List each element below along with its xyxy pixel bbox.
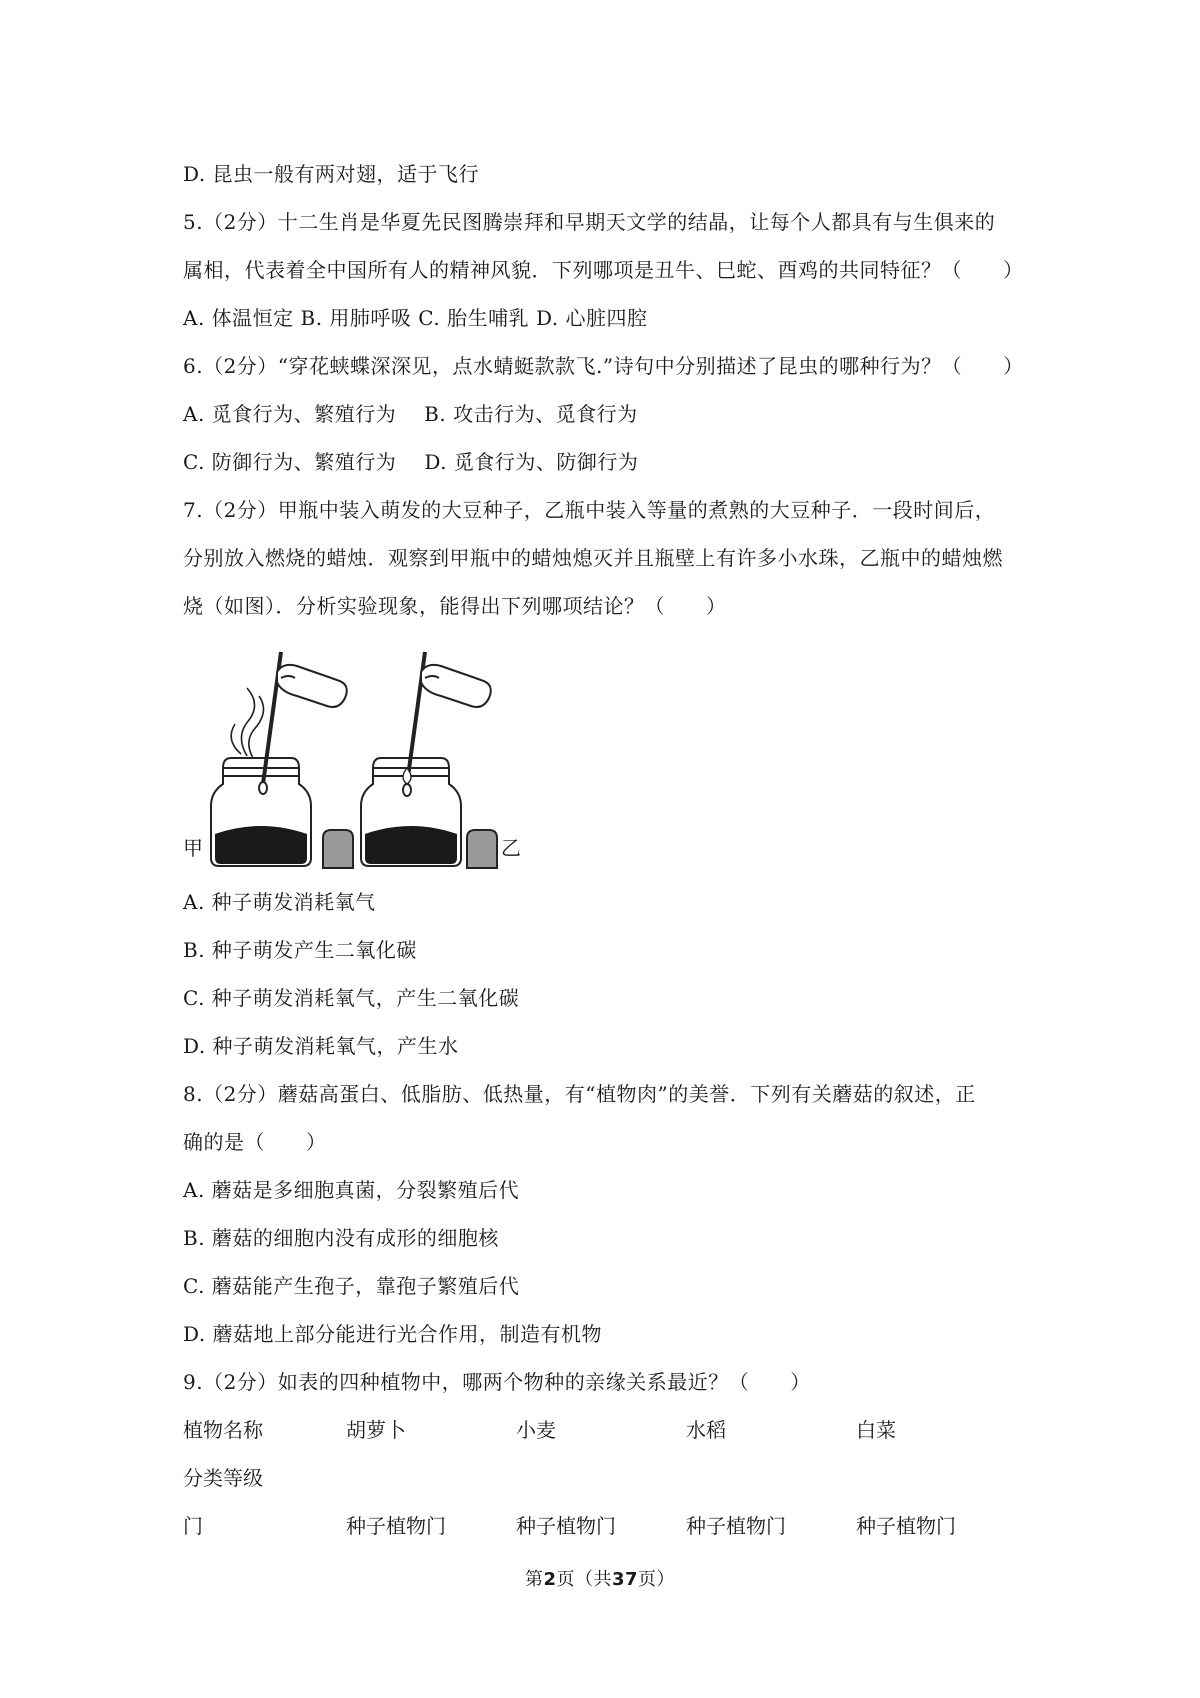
table-cell: 门 <box>183 1514 203 1538</box>
table-cell: 种子植物门 <box>686 1514 786 1538</box>
q8-stem-line1: 8.（2分）蘑菇高蛋白、低脂肪、低热量，有“植物肉”的美誉．下列有关蘑菇的叙述，正 <box>183 1082 976 1106</box>
q5-stem-line1: 5.（2分）十二生肖是华夏先民图腾崇拜和早期天文学的结晶，让每个人都具有与生俱来的 <box>183 210 996 234</box>
table-cell: 种子植物门 <box>856 1514 956 1538</box>
q8-stem-line2: 确的是（ ） <box>183 1130 327 1154</box>
q7-option-b: B. 种子萌发产生二氧化碳 <box>183 938 417 962</box>
table-cell: 白菜 <box>856 1418 896 1442</box>
q8-option-b: B. 蘑菇的细胞内没有成形的细胞核 <box>183 1226 499 1250</box>
table-cell: 种子植物门 <box>516 1514 616 1538</box>
q8-option-c: C. 蘑菇能产生孢子，靠孢子繁殖后代 <box>183 1274 520 1298</box>
table-cell: 小麦 <box>516 1418 556 1442</box>
plant-table-phylum-row <box>183 1502 1028 1550</box>
q6-stem: 6.（2分）“穿花蛱蝶深深见，点水蜻蜓款款飞.”诗句中分别描述了昆虫的哪种行为？（ ） <box>183 354 1024 378</box>
q6-option-a: A. 觅食行为、繁殖行为 <box>183 402 397 426</box>
q4-option-d: D. 昆虫一般有两对翅，适于飞行 <box>183 162 480 186</box>
q5-options: A. 体温恒定 B. 用肺呼吸 C. 胎生哺乳 D. 心脏四腔 <box>183 306 648 330</box>
q6-options-row2 <box>183 438 1028 486</box>
q7-option-d: D. 种子萌发消耗氧气，产生水 <box>183 1034 459 1058</box>
table-cell: 胡萝卜 <box>346 1418 406 1442</box>
page-content <box>183 150 1028 1550</box>
q6-options-row1 <box>183 390 1028 438</box>
q7-stem-line1: 7.（2分）甲瓶中装入萌发的大豆种子，乙瓶中装入等量的煮熟的大豆种子．一段时间后， <box>183 498 996 522</box>
footer-suffix: 页） <box>638 1569 676 1590</box>
experiment-figure <box>183 636 521 878</box>
q9-stem: 9.（2分）如表的四种植物中，哪两个物种的亲缘关系最近？（ ） <box>183 1370 811 1394</box>
q8-option-d: D. 蘑菇地上部分能进行光合作用，制造有机物 <box>183 1322 603 1346</box>
q8-option-a: A. 蘑菇是多细胞真菌，分裂繁殖后代 <box>183 1178 520 1202</box>
table-cell: 分类等级 <box>183 1466 263 1490</box>
q7-stem-line2: 分别放入燃烧的蜡烛．观察到甲瓶中的蜡烛熄灭并且瓶壁上有许多小水珠，乙瓶中的蜡烛燃 <box>183 546 1003 570</box>
footer-total-pages: 37 <box>611 1569 639 1590</box>
table-cell: 植物名称 <box>183 1418 263 1442</box>
q6-option-b: B. 攻击行为、觅食行为 <box>424 402 638 426</box>
footer-page-number: 2 <box>543 1569 557 1590</box>
q5-stem-line2: 属相，代表着全中国所有人的精神风貌．下列哪项是丑牛、巳蛇、酉鸡的共同特征？（ ） <box>183 258 1024 282</box>
q7-option-a: A. 种子萌发消耗氧气 <box>183 890 376 914</box>
table-cell: 种子植物门 <box>346 1514 446 1538</box>
plant-table-header-row <box>183 1406 1028 1454</box>
footer-middle: 页（共 <box>556 1569 612 1590</box>
footer-prefix: 第 <box>524 1569 544 1590</box>
q7-stem-line3: 烧（如图）．分析实验现象，能得出下列哪项结论？（ ） <box>183 594 727 618</box>
table-cell: 水稻 <box>686 1418 726 1442</box>
figure-label-yi: 乙 <box>501 836 521 860</box>
figure-label-jia: 甲 <box>183 836 203 860</box>
plant-table-rank-row <box>183 1454 1028 1502</box>
q6-option-d: D. 觅食行为、防御行为 <box>424 450 639 474</box>
q7-option-c: C. 种子萌发消耗氧气，产生二氧化碳 <box>183 986 520 1010</box>
jar-candle-illustration <box>185 636 515 878</box>
q6-option-c: C. 防御行为、繁殖行为 <box>183 450 397 474</box>
page-footer <box>0 1565 1200 1591</box>
